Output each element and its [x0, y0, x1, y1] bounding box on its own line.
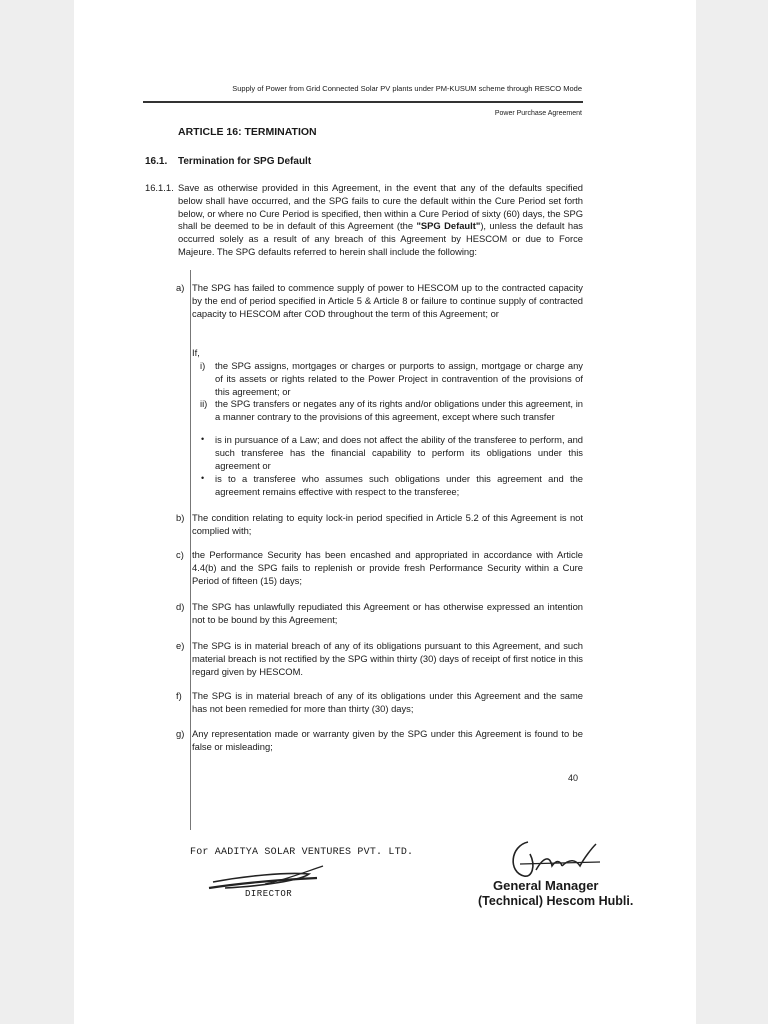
item-e-text: The SPG is in material breach of any of its obligations pursuant to this Agreement, and such material breach is not rectified by the SPG within thirty (30) days of receipt of first notice in this regard given by HESCOM.	[192, 640, 583, 677]
item-a-text: The SPG has failed to commence supply of power to HESCOM up to the contracted capacity by the end of period specified in Article 5 & Article 8 or failure to continue supply of contracted capacity to HESCOM after COD throughout the term of this Agreement; or	[192, 282, 583, 319]
item-d-label: d)	[176, 601, 185, 612]
gm-title: General Manager	[493, 878, 599, 893]
item-c-text: the Performance Security has been encashed and appropriated in accordance with Article 4.4(b) and the SPG fails to replenish or provide fresh Performance Security within a Cure Period of fifteen (15) days;	[192, 549, 583, 586]
subsection-number: 16.1.1.	[145, 182, 174, 193]
running-header: Supply of Power from Grid Connected Solar PV plants under PM-KUSUM scheme through RESCO Mode	[232, 84, 582, 93]
item-c-label: c)	[176, 549, 184, 560]
subsection-intro: Save as otherwise provided in this Agreement, in the event that any of the defaults specified below shall have occurred, and the SPG fails to cure the default within the Cure Period set forth below, or where no Cure Period is specified, then within a Cure Period of sixty (60) days, the SPG shall be deemed to be in default of this Agreement (the "SPG Default"), unless the default has occurred solely as a result of any breach of this Agreement by HESCOM or due to Force Majeure. The SPG defaults referred to herein shall include the following:	[178, 182, 583, 257]
item-b-text: The condition relating to equity lock-in period specified in Article 5.2 of this Agreement is not complied with;	[192, 512, 583, 536]
bullet-icon: •	[201, 434, 205, 444]
item-d-text: The SPG has unlawfully repudiated this Agreement or has otherwise expressed an intention not to be bound by this Agreement;	[192, 601, 583, 625]
item-b-label: b)	[176, 512, 185, 523]
running-subheader: Power Purchase Agreement	[494, 110, 582, 117]
section-title: Termination for SPG Default	[178, 156, 312, 167]
director-label: DIRECTOR	[245, 889, 293, 899]
item-f-text: The SPG is in material breach of any of its obligations under this Agreement and the same has not been remedied for more than thirty (30) days;	[192, 690, 583, 714]
item-g-label: g)	[176, 728, 185, 739]
bullet-icon: •	[201, 473, 205, 483]
item-e-label: e)	[176, 640, 185, 651]
item-i-label: i)	[200, 360, 206, 371]
bullet-1-text: is in pursuance of a Law; and does not affect the ability of the transferee to perform, and such transferee has the financial capability to perform its obligations under this agreement or	[215, 434, 583, 471]
header-rule	[143, 101, 583, 103]
page-number: 40	[568, 773, 579, 783]
company-stamp: For AADITYA SOLAR VENTURES PVT. LTD.	[190, 847, 414, 858]
bullet-2-text: is to a transferee who assumes such obligations under this agreement and the agreement remains effective with respect to the transferee;	[215, 473, 583, 497]
item-g-text: Any representation made or warranty given by the SPG under this Agreement is found to be false or misleading;	[192, 728, 583, 752]
section-number: 16.1.	[145, 156, 168, 167]
item-i-text: the SPG assigns, mortgages or charges or purports to assign, mortgage or charge any of its assets or rights related to the Power Project in contravention of the provisions of this agreement; or	[215, 360, 583, 397]
article-title: ARTICLE 16: TERMINATION	[178, 126, 317, 138]
item-a-label: a)	[176, 282, 185, 293]
spg-default-term: "SPG Default"	[416, 220, 481, 232]
item-f-label: f)	[176, 690, 182, 701]
margin-rule	[190, 270, 191, 830]
item-ii-label: ii)	[200, 398, 208, 409]
if-label: If,	[192, 347, 200, 358]
gm-office: (Technical) Hescom Hubli.	[478, 894, 634, 908]
item-ii-text: the SPG transfers or negates any of its rights and/or obligations under this agreement, in a manner contrary to the provisions of this agreement, except where such transfer	[215, 398, 583, 422]
